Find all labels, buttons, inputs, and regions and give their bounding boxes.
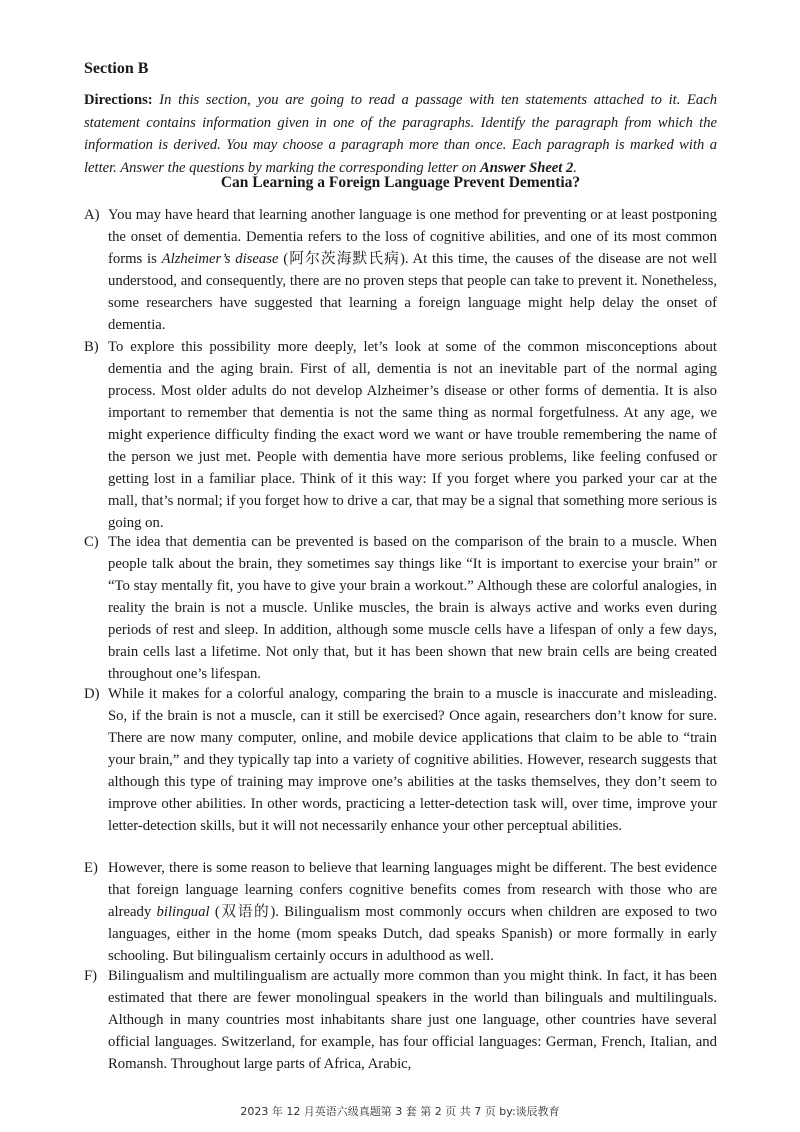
paragraph-f: [84, 965, 717, 1075]
directions-label: Directions:: [84, 92, 153, 108]
paragraph-text-part: (双语的). Bilingualism most commonly occurs when children are exposed to two languages, either in the home (mom speaks Dutch, dad speaks Spanish) or more formally in early schooling. But bilingualism certainly occurs in adulthood as well.: [108, 904, 718, 964]
paragraph-text-part: You may have heard that learning another language is one method for preventing or at least postponing the onset of dementia. Dementia refers to the loss of cognitive abilities, and one of its most common forms is: [108, 207, 717, 267]
key-term: bilingual: [156, 904, 210, 920]
paragraph-text-part: (阿尔茨海默氏病). At this time, the causes of the disease are not well understood, and consequently, there are no proven steps that people can take to prevent it. Nonetheless, some researchers have suggested that learning a foreign language might help delay the onset of dementia.: [108, 251, 717, 333]
directions-text: In this section, you are going to read a passage with ten statements attached to it. Each statement contains information given in one of the paragraphs. Identify the paragraph from which the information is derived. You may choose a paragraph more than once. Each paragraph is marked with a letter. Answer the questions by marking the corresponding letter on: [84, 92, 717, 176]
key-term: Alzheimer’s disease: [161, 251, 279, 267]
paragraph-e: [84, 857, 717, 967]
paragraph-letter: E): [84, 860, 98, 876]
paragraph-a: [84, 204, 717, 336]
paragraph-b: [84, 336, 717, 534]
paragraph-letter: F): [84, 968, 98, 984]
paragraph-text: [108, 857, 717, 967]
paragraph-c: [84, 531, 717, 685]
page-footer: 2023 年 12 月英语六级真题第 3 套 第 2 页 共 7 页 by:谈辰教育: [240, 1105, 560, 1118]
directions-end: .: [573, 159, 577, 176]
passage-title: Can Learning a Foreign Language Prevent Dementia?: [220, 174, 581, 191]
section-heading: Section B: [84, 60, 149, 77]
paragraph-letter: B): [84, 339, 99, 355]
paragraph-d: [84, 683, 717, 837]
paragraph-text: [108, 204, 717, 336]
paragraph-letter: A): [84, 207, 100, 223]
answer-sheet-ref: Answer Sheet 2: [480, 159, 574, 176]
paragraph-text: Bilingualism and multilingualism are actually more common than you might think. In fact, it has been estimated that there are fewer monolingual speakers in the world than bilinguals and multilinguals. Although in many countries most inhabitants share just one language, other countries have several official languages. Switzerland, for example, has four official languages: German, French, Italian, and Romansh. Throughout large parts of Africa, Arabic,: [108, 968, 717, 1072]
paragraph-text-part: However, there is some reason to believe that learning languages might be different. The best evidence that foreign language learning confers cognitive benefits comes from research with those who are already: [108, 860, 717, 920]
paragraph-letter: D): [84, 686, 100, 702]
paragraph-text: The idea that dementia can be prevented is based on the comparison of the brain to a muscle. When people talk about the brain, they sometimes say things like “It is important to exercise your brain” or “To stay mentally fit, you have to give your brain a workout.” Although these are colorful analogies, in reality the brain is not a muscle. Unlike muscles, the brain is always active and works even during periods of rest and sleep. In addition, although some muscle cells have a lifespan of only a few days, brain cells last a lifetime. Not only that, but it has been shown that new brain cells are being created throughout one’s lifespan.: [108, 534, 717, 682]
directions-block: [84, 89, 717, 179]
paragraph-letter: C): [84, 534, 99, 550]
paragraph-text: To explore this possibility more deeply, let’s look at some of the common misconceptions about dementia and the aging brain. First of all, dementia is not an inevitable part of the normal aging process. Most older adults do not develop Alzheimer’s disease or other forms of dementia. It is also important to remember that dementia is not the same thing as normal forgetfulness. At any age, we might experience difficulty finding the exact word we want or have trouble remembering the name of the person we just met. People with dementia have more serious problems, like feeling confused or getting lost in a familiar place. Think of it this way: If you forget where you parked your car at the mall, that’s normal; if you forget how to drive a car, that may be a signal that something more serious is going on.: [108, 339, 717, 531]
paragraph-text: While it makes for a colorful analogy, comparing the brain to a muscle is inaccurate and misleading. So, if the brain is not a muscle, can it still be exercised? Once again, researchers don’t know for sure. There are now many computer, online, and mobile device applications that claim to be able to “train your brain,” and they typically tap into a variety of cognitive abilities. However, research suggests that although this type of training may improve one’s abilities at the tasks themselves, they don’t seem to improve other abilities. In other words, practicing a letter-detection task will, over time, improve your letter-detection skills, but it will not necessarily enhance your other perceptual abilities.: [108, 686, 717, 834]
